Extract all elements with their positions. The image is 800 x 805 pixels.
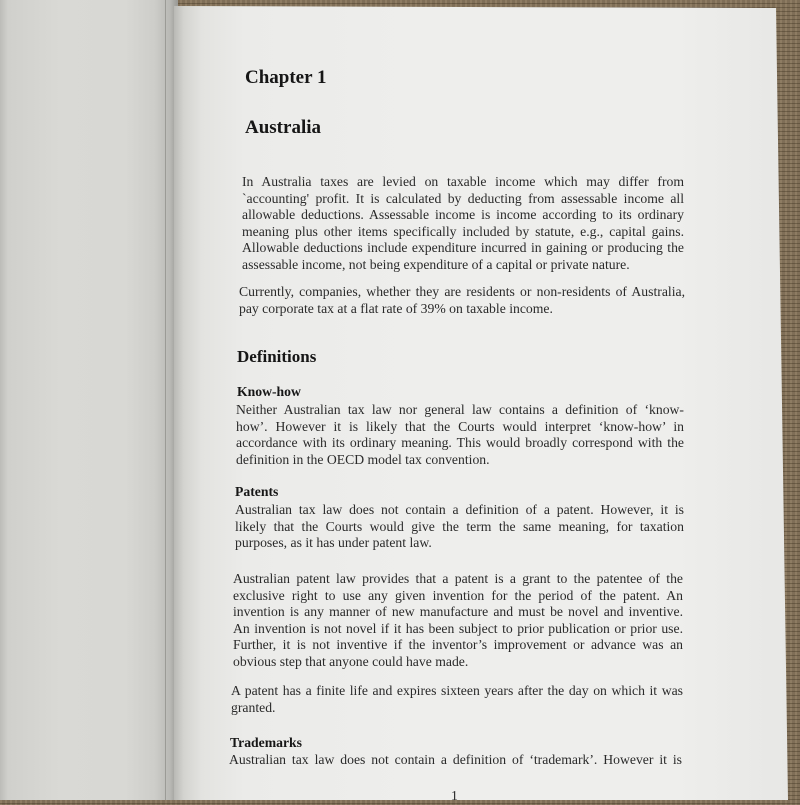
text-line: Australian patent law provides that a patent is a grant to the patentee of the: [233, 571, 683, 586]
chapter-title: Australia: [245, 117, 321, 138]
know-how-paragraph: [236, 402, 684, 468]
text-line: `accounting' profit. It is calculated by deducting from assessable income all: [242, 190, 684, 206]
patents-paragraph: [231, 683, 683, 716]
text-line: obvious step that anyone could have made.: [233, 653, 469, 669]
trademarks-heading: Trademarks: [230, 735, 302, 750]
patents-paragraph: [233, 571, 683, 671]
book-spine: [165, 0, 166, 800]
text-line: Australian tax law does not contain a definition of ‘trademark’. However it is: [229, 752, 682, 767]
patents-heading: Patents: [235, 484, 279, 499]
know-how-heading: Know-how: [237, 384, 301, 399]
text-line: Currently, companies, whether they are residents or non-residents of Australia,: [239, 284, 685, 299]
intro-paragraph: [242, 174, 684, 274]
text-line: In Australia taxes are levied on taxable income which may differ from: [242, 174, 684, 189]
text-line: granted.: [231, 699, 276, 715]
text-line: definition in the OECD model tax convention.: [236, 451, 490, 467]
text-line: An invention is not novel if it has been subject to prior publication or prior use.: [233, 620, 683, 636]
left-page: [0, 0, 178, 800]
text-line: purposes, as it has under patent law.: [235, 535, 432, 551]
text-line: meaning plus other items specifically included by statute, e.g., capital gains.: [242, 223, 684, 239]
text-line: how’. However it is likely that the Courts would interpret ‘know-how’ in: [236, 418, 684, 434]
chapter-label: Chapter 1: [245, 67, 327, 88]
text-line: Further, it is not inventive if the inventor’s improvement or advance was an: [233, 637, 683, 653]
text-line: pay corporate tax at a flat rate of 39% on taxable income.: [239, 300, 553, 316]
text-line: Allowable deductions include expenditure incurred in gaining or producing the: [242, 240, 684, 256]
definitions-heading: Definitions: [237, 347, 317, 366]
text-line: likely that the Courts would give the term the same meaning, for taxation: [235, 518, 684, 534]
text-line: Australian tax law does not contain a definition of a patent. However, it is: [235, 502, 684, 517]
text-line: A patent has a finite life and expires sixteen years after the day on which it was: [231, 683, 683, 698]
text-line: Neither Australian tax law nor general law contains a definition of ‘know-: [236, 402, 684, 417]
trademarks-paragraph: [229, 752, 682, 769]
intro-paragraph: [239, 284, 685, 317]
text-line: assessable income, not being expenditure of a capital or private nature.: [242, 256, 630, 272]
text-line: invention is any manner of new manufacture and must be novel and inventive.: [233, 604, 683, 620]
text-line: exclusive right to use any given invention for the period of the patent. An: [233, 587, 683, 603]
patents-paragraph: [235, 502, 684, 552]
page-number: 1: [451, 788, 458, 803]
text-line: accordance with its ordinary meaning. This would broadly correspond with the: [236, 435, 684, 451]
text-line: allowable deductions. Assessable income is income according to its ordinary: [242, 207, 684, 223]
